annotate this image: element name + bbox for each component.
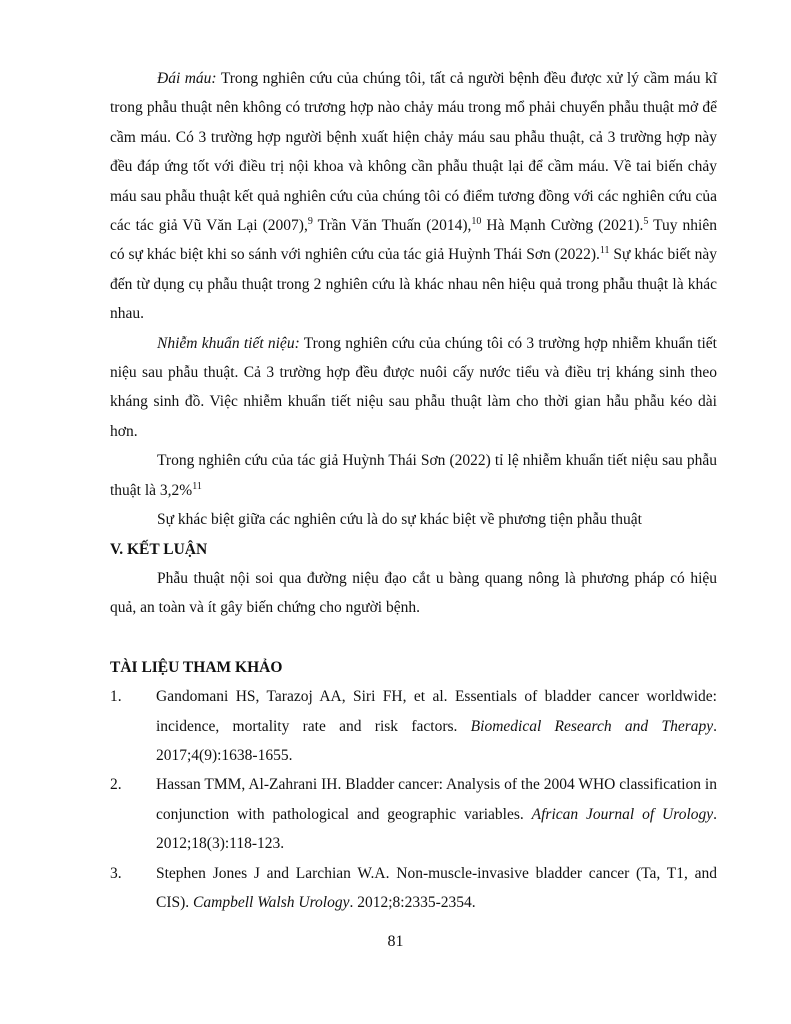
reference-journal: Biomedical Research and Therapy <box>470 717 714 735</box>
bleeding-text-1: Trong nghiên cứu của chúng tôi, tất cả người bệnh đều được xử lý cầm máu kĩ trong phẫu thuật nên không có trương hợp nào chảy máu trong mổ phải chuyển phẫu thuật mở để cầm máu. Có 3 trường hợp người bệnh xuất hiện chảy máu sau phẫu thuật, cả 3 trường hợp này đều đáp ứng tốt với điều trị nội khoa và không cần phẫu thuật lại để cầm máu. Về tai biến chảy máu sau phẫu thuật kết quả nghiên cứu của chúng tôi có điểm tương đồng với các nghiên cứu của các tác giả Vũ Văn Lại (2007), <box>110 70 718 235</box>
reference-journal: Campbell Walsh Urology <box>193 893 350 911</box>
reference-tail: . 2017;4(9):1638-1655. <box>156 717 717 764</box>
paragraph-difference: Sự khác biệt giữa các nghiên cứu là do sự khác biệt về phương tiện phẫu thuật <box>157 511 642 529</box>
infection-text: Trong nghiên cứu của chúng tôi có 3 trường hợp nhiễm khuẩn tiết niệu sau phẫu thuật. Cả 3 trường hợp đều được nuôi cấy nước tiểu và điều trị kháng sinh theo kháng sinh đồ. Việc nhiễm khuẩn tiết niệu sau phẫu thuật làm cho thời gian hẫu phẫu kéo dài hơn. <box>110 334 717 440</box>
reference-tail: . 2012;8:2335-2354. <box>349 893 476 911</box>
bleeding-label: Đái máu: <box>157 70 217 87</box>
bleeding-text-5: Sự khác biết này đến từ dụng cụ phẫu thuật trong 2 nghiên cứu là khác nhau nên hiệu quả trong phẫu thuật là khác nhau. <box>110 246 717 323</box>
infection-label: Nhiễm khuẩn tiết niệu: <box>157 334 300 352</box>
page-number: 81 <box>387 933 404 950</box>
citation-11: 11 <box>599 245 610 257</box>
reference-journal: African Journal of Urology <box>531 805 714 823</box>
citation-9: 9 <box>307 215 313 227</box>
bleeding-text-2: Trần Văn Thuấn (2014), <box>312 217 472 235</box>
citation-10: 10 <box>471 215 482 227</box>
comparison-citation: 11 <box>192 480 202 492</box>
reference-item <box>110 682 717 770</box>
bleeding-text-3: Hà Mạnh Cường (2021). <box>481 217 644 235</box>
conclusion-text: Phẫu thuật nội soi qua đường niệu đạo cắt u bàng quang nông là phương pháp có hiệu quả, an toàn và ít gây biến chứng cho người bệnh. <box>110 569 717 617</box>
reference-number: 3. <box>110 864 122 882</box>
reference-text: Stephen Jones J and Larchian W.A. Non-muscle-invasive bladder cancer (Ta, T1, and CIS). <box>156 864 717 911</box>
paragraph-comparison <box>110 446 717 505</box>
comparison-text: Trong nghiên cứu của tác giả Huỳnh Thái Sơn (2022) tỉ lệ nhiễm khuẩn tiết niệu sau phẫu thuật là 3,2% <box>110 452 717 499</box>
reference-text: Gandomani HS, Tarazoj AA, Siri FH, et al. Essentials of bladder cancer worldwide: incidence, mortality rate and risk factors. <box>156 688 717 735</box>
paragraph-bleeding <box>110 64 717 329</box>
reference-text: Hassan TMM, Al-Zahrani IH. Bladder cancer: Analysis of the 2004 WHO classification in conjunction with pathological and geographic variables. <box>156 776 717 823</box>
page-content <box>110 64 717 917</box>
paragraph-infection <box>110 329 717 447</box>
conclusion-heading: V. KẾT LUẬN <box>110 540 208 558</box>
references-title: TÀI LIỆU THAM KHẢO <box>110 658 283 676</box>
reference-item <box>110 770 717 858</box>
bleeding-text-4: Tuy nhiên có sự khác biệt khi so sánh với nghiên cứu của tác giả Huỳnh Thái Sơn (2022). <box>110 217 717 264</box>
reference-number: 2. <box>110 776 122 794</box>
reference-item <box>110 859 717 918</box>
citation-5: 5 <box>643 215 649 227</box>
reference-number: 1. <box>110 688 122 706</box>
reference-tail: . 2012;18(3):118-123. <box>156 805 718 853</box>
